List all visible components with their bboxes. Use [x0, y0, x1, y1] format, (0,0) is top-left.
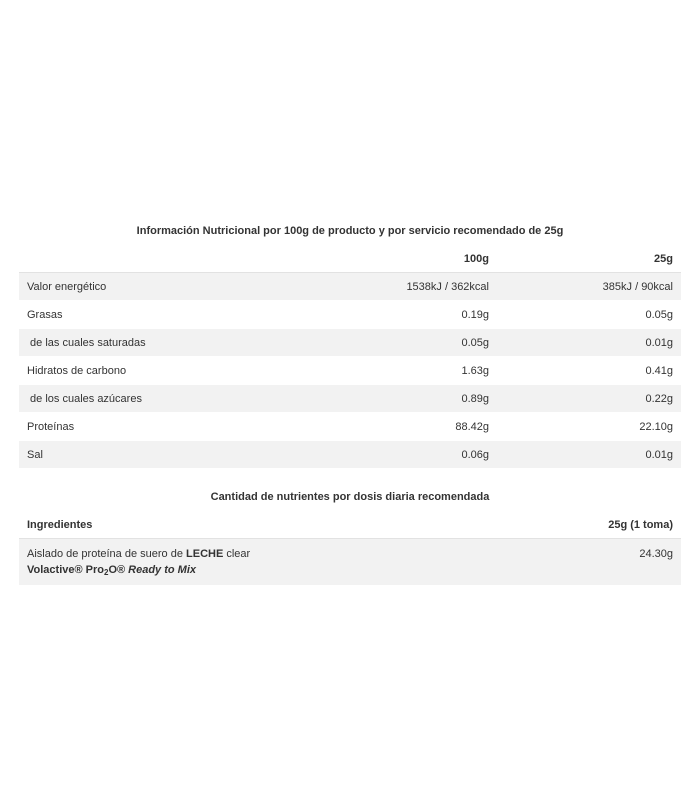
header-25g: 25g: [497, 245, 681, 273]
dose-value: 24.30g: [497, 539, 681, 586]
nutrition-info: [19, 217, 681, 586]
ingredient-prefix: Aislado de proteína de suero de: [27, 548, 187, 560]
header-ingredients: Ingredientes: [19, 511, 497, 539]
table-row: [19, 413, 681, 441]
table-row: [19, 385, 681, 413]
brand-subscript: 2: [103, 568, 109, 577]
nutrition-table: [19, 245, 681, 469]
nutrient-label: Sal: [19, 441, 274, 469]
dose-table: [19, 511, 681, 586]
value-25g: 0.22g: [497, 385, 681, 413]
table-row: [19, 357, 681, 385]
nutrient-label: Valor energético: [19, 273, 274, 301]
value-100g: 0.19g: [274, 301, 497, 329]
value-100g: 1538kJ / 362kcal: [274, 273, 497, 301]
value-25g: 22.10g: [497, 413, 681, 441]
value-100g: 1.63g: [274, 357, 497, 385]
ingredient-suffix: clear: [223, 548, 251, 560]
value-100g: 0.06g: [274, 441, 497, 469]
brand-name: Volactive® Pro: [27, 564, 104, 576]
header-dose: 25g (1 toma): [497, 511, 681, 539]
value-25g: 0.01g: [497, 329, 681, 357]
nutrient-label: Grasas: [19, 301, 274, 329]
ingredient-cell: [19, 539, 497, 586]
value-100g: 88.42g: [274, 413, 497, 441]
value-25g: 0.41g: [497, 357, 681, 385]
dose-table-caption: Cantidad de nutrientes por dosis diaria recomendada: [210, 491, 490, 503]
table-row: [19, 329, 681, 357]
header-100g: 100g: [274, 245, 497, 273]
value-25g: 0.05g: [497, 301, 681, 329]
nutrient-label: de las cuales saturadas: [19, 329, 274, 357]
nutrient-label: de los cuales azúcares: [19, 385, 274, 413]
nutrition-header-row: [19, 245, 681, 273]
brand-tagline: Ready to Mix: [128, 564, 197, 576]
brand-name-rest: O®: [108, 564, 129, 576]
table-row: [19, 441, 681, 469]
nutrient-label: Proteínas: [19, 413, 274, 441]
ingredient-allergen: LECHE: [186, 548, 224, 560]
value-25g: 385kJ / 90kcal: [497, 273, 681, 301]
header-nutrient: [19, 245, 274, 273]
table-row: [19, 273, 681, 301]
value-25g: 0.01g: [497, 441, 681, 469]
table-row: [19, 539, 681, 586]
nutrition-table-caption: Información Nutricional por 100g de producto y por servicio recomendado de 25g: [136, 225, 564, 237]
ingredient-name: [27, 546, 489, 562]
value-100g: 0.05g: [274, 329, 497, 357]
table-row: [19, 301, 681, 329]
ingredient-brand: [27, 562, 489, 578]
dose-header-row: [19, 511, 681, 539]
value-100g: 0.89g: [274, 385, 497, 413]
nutrient-label: Hidratos de carbono: [19, 357, 274, 385]
